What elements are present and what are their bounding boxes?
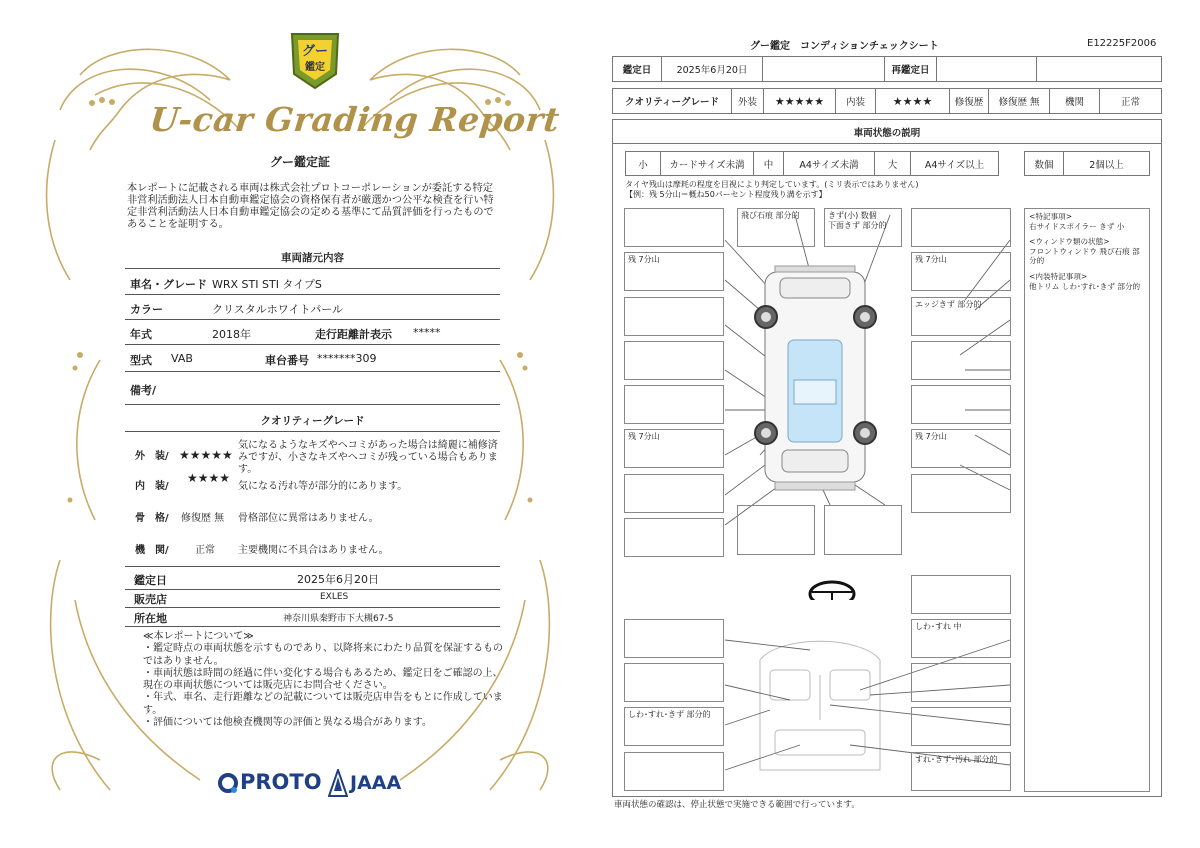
callout-wear: すれ･きず･汚れ 部分的	[911, 752, 1011, 791]
engine-value: 正常	[195, 545, 215, 556]
callout-box	[824, 505, 902, 555]
report-notes	[143, 631, 503, 729]
info-date-label: 鑑定日	[134, 574, 167, 587]
info-address-value: 神奈川県秦野市下大槻67-5	[283, 614, 394, 624]
note-item: ・車両状態は時間の経過に伴い変化する場合もあるため、鑑定日をご確認の上、現在の車両状態については販売店にお問合せください。	[143, 667, 503, 692]
spec-name-label: 車名・グレード	[130, 278, 207, 291]
info-row-dealer	[125, 589, 500, 608]
spec-row-model	[125, 347, 500, 372]
interior-label: 内 装/	[135, 481, 169, 492]
size-l: 大	[874, 151, 911, 176]
engine-value-cell: 正常	[1099, 88, 1162, 114]
notes-title: ≪本レポートについて≫	[143, 631, 254, 642]
jaaa-logo-text: JAAA	[350, 772, 402, 794]
callout-box	[911, 341, 1011, 380]
spec-mileage-value: *****	[413, 326, 441, 339]
count-label: 数個	[1024, 151, 1064, 176]
special-note-line: <ウィンドウ類の状態>	[1029, 237, 1110, 247]
special-note-line: フロントウィンドウ 飛び石痕 部分的	[1029, 246, 1140, 266]
info-dealer-label: 販売店	[134, 593, 167, 606]
goo-kantei-badge	[286, 30, 344, 92]
size-s-desc: カードサイズ未満	[660, 151, 754, 176]
callout-box	[624, 385, 724, 424]
callout-box	[624, 518, 724, 557]
size-s: 小	[625, 151, 661, 176]
tire-note-1: タイヤ残山は摩耗の程度を目視により判定しています。(ミリ表示ではありません)	[625, 180, 919, 189]
certificate-title: グー鑑定証	[269, 155, 330, 169]
exterior-label: 外 装/	[135, 451, 169, 462]
int-label-cell: 内装	[835, 88, 876, 114]
callout-seat: しわ･すれ･きず 部分的	[624, 707, 724, 746]
count-desc: 2個以上	[1063, 151, 1150, 176]
engine-label: 機 関/	[135, 545, 169, 556]
ext-stars-cell: ★★★★★	[763, 88, 836, 114]
info-date-value: 2025年6月20日	[297, 573, 379, 586]
frame-label: 骨 格/	[135, 513, 169, 524]
interior-text: 気になる汚れ等が部分的にあります。	[238, 481, 408, 492]
callout-stone-chip: 飛び石痕 部分的	[737, 208, 815, 247]
sheet-footer: 車両状態の確認は、停止状態で実施できる範囲で行っています。	[614, 800, 860, 810]
spec-row-name	[125, 272, 500, 295]
certificate-intro: 本レポートに記載される車両は株式会社プロトコーポレーションが委託する特定非営利活動法人日本自動車鑑定協会の資格保有者が厳選かつ公平な検査を行い特定非営利活動法人日本自動車鑑定協会の定める基準にて品質評価を行ったものであることを証明する。	[127, 183, 494, 230]
redate-value-cell	[936, 56, 1037, 82]
callout-box	[624, 663, 724, 702]
callout-box	[911, 385, 1011, 424]
exterior-text: 気になるようなキズやヘコミがあった場合は綺麗に補修済みですが、小さなキズやヘコミが残っている場合もあります。	[238, 440, 498, 475]
note-item: ・鑑定時点の車両状態を示すものであり、以降将来にわたり品質を保証するものではありません。	[143, 643, 503, 667]
spec-model-label: 型式	[130, 354, 152, 367]
divider	[125, 431, 500, 432]
size-m: 中	[753, 151, 784, 176]
callout-box	[624, 474, 724, 513]
spec-row-color	[125, 297, 500, 320]
info-address-label: 所在地	[134, 612, 167, 625]
special-notes-box	[1024, 208, 1150, 792]
spec-chassis-label: 車台番号	[265, 354, 309, 367]
proto-logo-text: PROTO	[240, 770, 322, 794]
spec-row-remarks	[125, 374, 500, 405]
spec-mileage-label: 走行距離計表示	[315, 328, 392, 341]
size-m-desc: A4サイズ未満	[783, 151, 875, 176]
quality-row-engine	[125, 539, 500, 559]
callout-box	[624, 297, 724, 336]
int-stars-cell: ★★★★	[875, 88, 950, 114]
frame-text: 骨格部位に異常はありません。	[238, 513, 379, 524]
special-note-line: <特記事項>	[1029, 212, 1073, 221]
grade-label-cell: クオリティーグレード	[612, 88, 732, 114]
spec-chassis-value: *******309	[317, 352, 377, 365]
date-value-cell: 2025年6月20日	[661, 56, 763, 82]
callout-box	[911, 474, 1011, 513]
spec-model-value: VAB	[171, 352, 193, 365]
interior-stars: ★★★★	[187, 471, 231, 485]
callout-edge-scratch: エッジきず 部分的	[911, 297, 1011, 336]
callout-tire-fl: 残 7分山	[624, 252, 724, 291]
spec-color-label: カラー	[130, 303, 163, 316]
size-l-desc: A4サイズ以上	[910, 151, 999, 176]
report-script-title: U-car Grading Report	[147, 100, 562, 139]
callout-box	[737, 505, 815, 555]
spec-name-value: WRX STI STI タイプS	[212, 278, 322, 291]
badge-top-text: グー	[301, 44, 328, 59]
sheet-title: グー鑑定 コンディションチェックシート	[750, 41, 939, 52]
quality-row-frame	[125, 507, 500, 527]
note-item: ・年式、車名、走行距離などの記載については販売店申告をもとに作成しています。	[143, 692, 503, 716]
callout-wrinkle: しわ･すれ 中	[911, 619, 1011, 658]
callout-box	[911, 575, 1011, 614]
empty-cell	[1036, 56, 1162, 82]
callout-box	[624, 208, 724, 247]
exterior-stars: ★★★★★	[179, 448, 233, 462]
callout-tire-fr: 残 7分山	[911, 252, 1011, 291]
quality-row-interior	[125, 472, 500, 498]
redate-label-cell: 再鑑定日	[884, 56, 937, 82]
info-row-address	[125, 608, 500, 627]
quality-row-exterior	[125, 438, 500, 475]
callout-scratch: きず(小) 数個 下面きず 部分的	[824, 208, 902, 247]
explanation-heading: 車両状態の説明	[612, 119, 1162, 144]
callout-box	[624, 752, 724, 791]
spec-year-value: 2018年	[212, 328, 251, 341]
date-label-cell: 鑑定日	[612, 56, 662, 82]
spec-year-label: 年式	[130, 328, 152, 341]
callout-tire-rr: 残 7分山	[911, 429, 1011, 468]
special-note-line: 他トリム しわ･すれ･きず 部分的	[1029, 281, 1141, 291]
sheet-id: E12225F2006	[1087, 38, 1157, 49]
repair-value-cell: 修復歴 無	[988, 88, 1050, 114]
info-dealer-value: EXLES	[320, 592, 349, 602]
frame-value: 修復歴 無	[181, 513, 225, 524]
badge-bottom-text: 鑑定	[305, 62, 325, 73]
repair-label-cell: 修復歴	[949, 88, 989, 114]
callout-box	[624, 341, 724, 380]
callout-box	[624, 619, 724, 658]
proto-logo-icon	[218, 773, 240, 795]
info-row-date	[125, 566, 500, 590]
ext-label-cell: 外装	[731, 88, 764, 114]
spec-row-year	[125, 322, 500, 345]
quality-heading: クオリティーグレード	[260, 415, 365, 427]
special-note-line: 右サイドスポイラー きず 小	[1029, 221, 1125, 231]
special-note-line: <内装特記事項>	[1029, 271, 1088, 281]
callout-box	[911, 663, 1011, 702]
divider	[125, 268, 500, 269]
tire-note-2: 【例：残 5分山＝概ね50パーセント程度残り溝を示す】	[625, 190, 827, 199]
engine-text: 主要機関に不具合はありません。	[238, 545, 389, 556]
callout-box	[911, 208, 1011, 247]
callout-tire-rl: 残 7分山	[624, 429, 724, 468]
note-item: ・評価については他検査機関等の評価と異なる場合があります。	[143, 717, 432, 729]
callout-box	[911, 707, 1011, 746]
condition-check-sheet	[600, 0, 1200, 848]
empty-cell	[762, 56, 885, 82]
spec-remarks-label: 備考/	[130, 384, 157, 397]
engine-label-cell: 機関	[1049, 88, 1100, 114]
spec-heading: 車両諸元内容	[281, 252, 344, 264]
spec-color-value: クリスタルホワイトパール	[212, 303, 344, 316]
jaaa-logo-icon	[328, 769, 348, 797]
